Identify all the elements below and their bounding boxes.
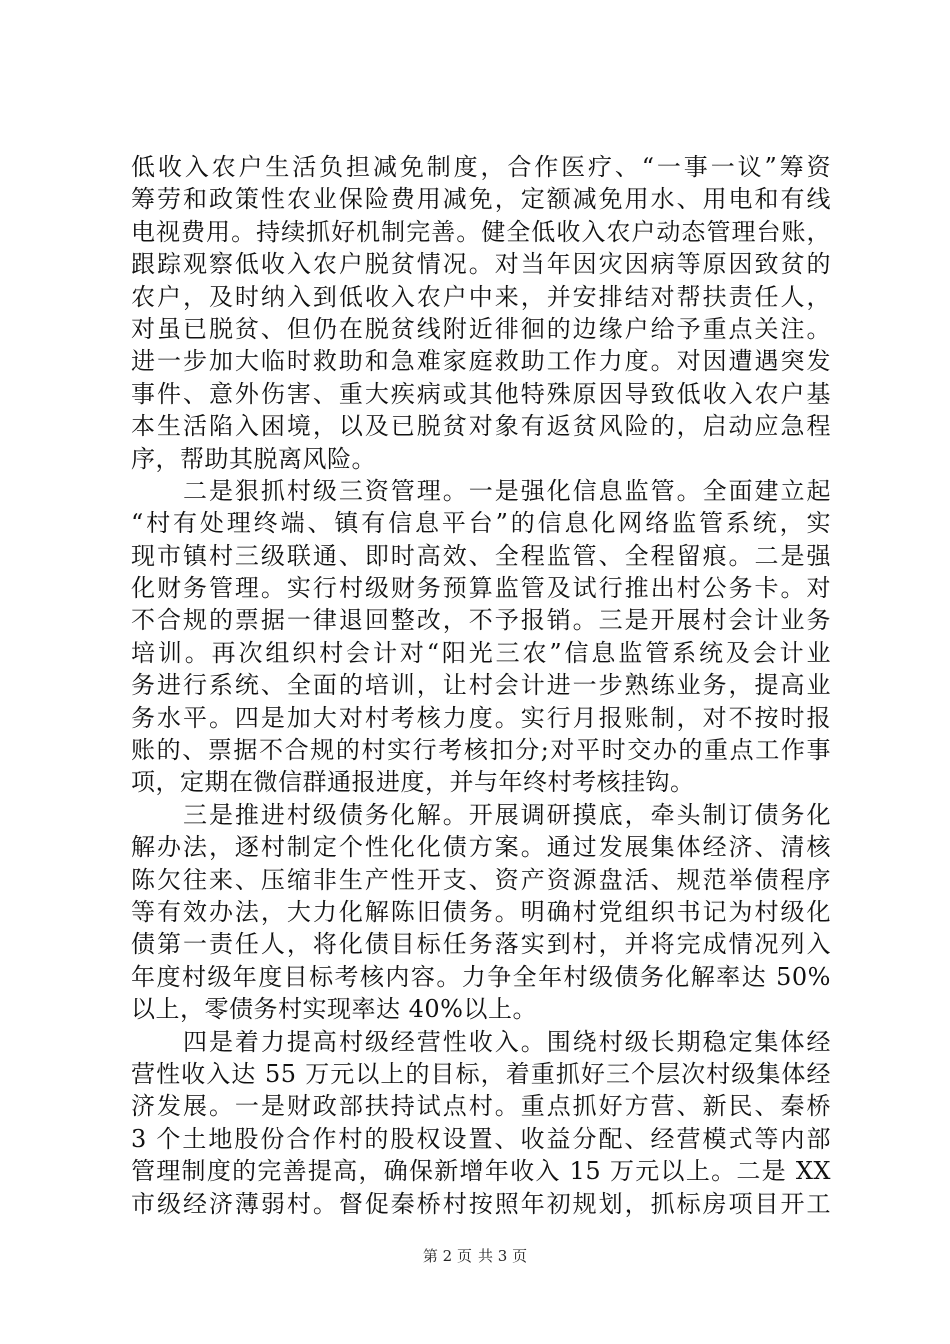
text-line: 解办法，逐村制定个性化化债方案。通过发展集体经济、清核 (131, 833, 831, 862)
paragraph-end-line: 项，定期在微信群通报进度，并与年终村考核挂钩。 (131, 768, 695, 797)
text-line: 等有效办法，大力化解陈旧债务。明确村党组织书记为村级化 (131, 897, 831, 926)
page-total: 共 3 页 (478, 1247, 528, 1265)
text-line: 营性收入达 55 万元以上的目标，着重抓好三个层次村级集体经 (131, 1059, 831, 1088)
text-line: 跟踪观察低收入农户脱贫情况。对当年因灾因病等原因致贫的 (131, 250, 831, 279)
text-line: 管理制度的完善提高，确保新增年收入 15 万元以上。二是 XX (131, 1157, 831, 1186)
text-line: 进一步加大临时救助和急难家庭救助工作力度。对因遭遇突发 (131, 347, 831, 376)
text-line: 务进行系统、全面的培训，让村会计进一步熟练业务，提高业 (131, 671, 831, 700)
page-footer (0, 1245, 950, 1266)
text-line: “村有处理终端、镇有信息平台”的信息化网络监管系统，实 (131, 509, 831, 538)
text-line: 二是狠抓村级三资管理。一是强化信息监管。全面建立起 (131, 476, 831, 505)
text-line: 四是着力提高村级经营性收入。围绕村级长期稳定集体经 (131, 1027, 831, 1056)
text-line: 不合规的票据一律退回整改，不予报销。三是开展村会计业务 (131, 606, 831, 635)
text-line: 3 个土地股份合作村的股权设置、收益分配、经营模式等内部 (131, 1124, 831, 1153)
paragraph-end-line: 以上，零债务村实现率达 40%以上。 (131, 995, 537, 1024)
text-line: 本生活陷入困境，以及已脱贫对象有返贫风险的，启动应急程 (131, 412, 831, 441)
text-line: 债第一责任人，将化债目标任务落实到村，并将完成情况列入 (131, 930, 831, 959)
text-line: 对虽已脱贫、但仍在脱贫线附近徘徊的边缘户给予重点关注。 (131, 314, 831, 343)
text-line: 济发展。一是财政部扶持试点村。重点抓好方营、新民、秦桥 (131, 1092, 831, 1121)
text-line: 三是推进村级债务化解。开展调研摸底，牵头制订债务化 (131, 800, 831, 829)
text-line: 低收入农户生活负担减免制度，合作医疗、“一事一议”筹资 (131, 153, 831, 181)
document-body (131, 151, 831, 1220)
text-line: 培训。再次组织村会计对“阳光三农”信息监管系统及会计业 (131, 638, 831, 667)
text-line: 事件、意外伤害、重大疾病或其他特殊原因导致低收入农户基 (131, 379, 831, 408)
text-line: 筹劳和政策性农业保险费用减免，定额减免用水、用电和有线 (131, 185, 831, 214)
text-line: 年度村级年度目标考核内容。力争全年村级债务化解率达 50% (131, 962, 831, 991)
text-line: 务水平。四是加大对村考核力度。实行月报账制，对不按时报 (131, 703, 831, 732)
page-number: 第 2 页 (422, 1247, 472, 1265)
text-line: 陈欠往来、压缩非生产性开支、资产资源盘活、规范举债程序 (131, 865, 831, 894)
paragraph-end-line: 序，帮助其脱离风险。 (131, 444, 376, 473)
text-line: 化财务管理。实行村级财务预算监管及试行推出村公务卡。对 (131, 574, 831, 603)
text-line: 市级经济薄弱村。督促秦桥村按照年初规划，抓标房项目开工 (131, 1189, 831, 1218)
text-line: 账的、票据不合规的村实行考核扣分;对平时交办的重点工作事 (131, 736, 831, 765)
text-line: 农户，及时纳入到低收入农户中来，并安排结对帮扶责任人， (131, 282, 831, 311)
text-line: 现市镇村三级联通、即时高效、全程监管、全程留痕。二是强 (131, 541, 831, 570)
text-line: 电视费用。持续抓好机制完善。健全低收入农户动态管理台账， (131, 217, 831, 246)
